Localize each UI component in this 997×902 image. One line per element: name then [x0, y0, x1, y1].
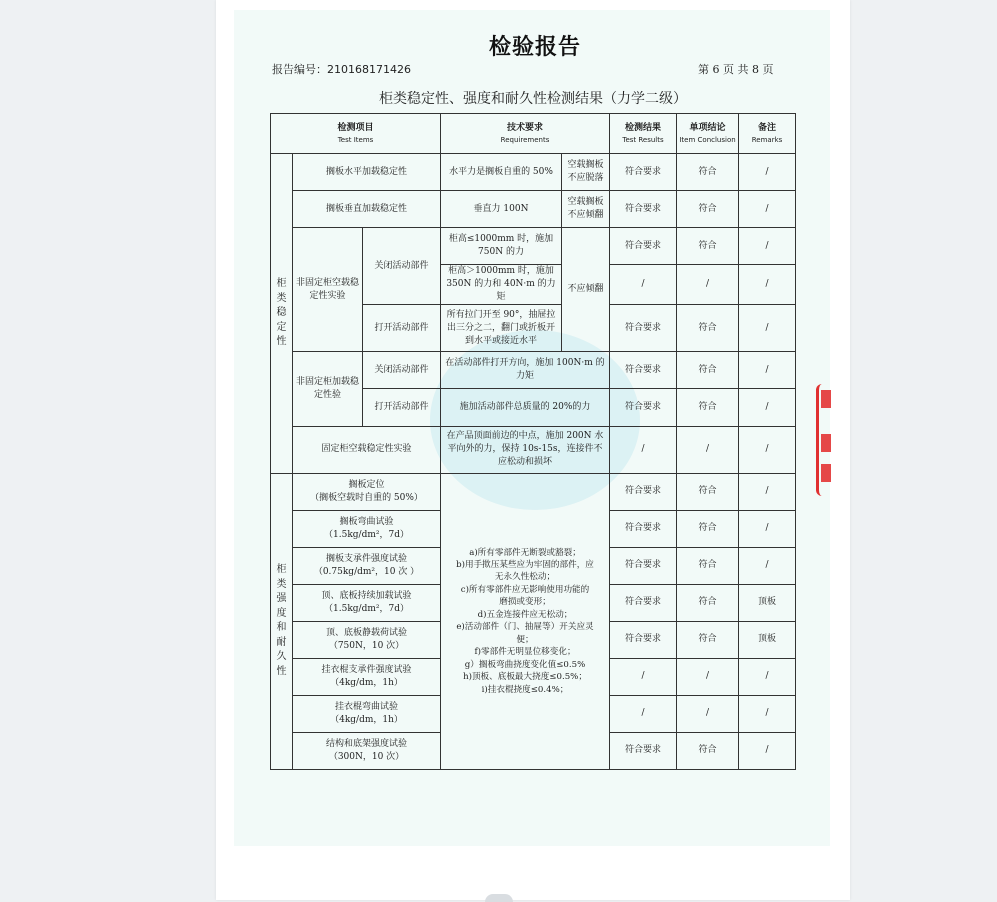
requirement-cell: 在产品顶面前边的中点，施加 200N 水平向外的力，保持 10s-15s，连接件不应松动和损坏: [441, 426, 610, 473]
subitem-cell: 关闭活动部件: [363, 352, 441, 389]
header-remarks: 备注 Remarks: [739, 114, 796, 154]
remark-cell: /: [739, 426, 796, 473]
result-cell: 符合要求: [610, 510, 677, 547]
report-number-label: 报告编号：: [272, 63, 327, 76]
item-cell: 结构和底架强度试验 （300N，10 次）: [293, 732, 441, 769]
remark-cell: /: [739, 547, 796, 584]
result-cell: 符合要求: [610, 389, 677, 426]
requirement-cell: 柜高＞1000mm 时，施加 350N 的力和 40N·m 的力矩: [441, 265, 562, 305]
item-cell: 搁板支承件强度试验 （0.75kg/dm²，10 次 ）: [293, 547, 441, 584]
remark-cell: /: [739, 389, 796, 426]
result-cell: 符合要求: [610, 473, 677, 510]
requirement-cell: 水平力是搁板自重的 50%: [441, 154, 562, 191]
report-title: 检验报告: [488, 35, 581, 60]
remark-cell: /: [739, 732, 796, 769]
result-cell: 符合要求: [610, 228, 677, 265]
item-cell: 搁板垂直加载稳定性: [293, 191, 441, 228]
header-requirements: 技术要求 Requirements: [441, 114, 610, 154]
remark-cell: /: [739, 473, 796, 510]
conclusion-cell: 符合: [677, 547, 739, 584]
page-number: 第 6 页 共 8 页: [698, 63, 774, 76]
table-header-row: [271, 114, 796, 154]
table-row: [271, 228, 796, 265]
requirement-cell: 施加活动部件总质量的 20%的力: [441, 389, 610, 426]
subitem-cell: 关闭活动部件: [363, 228, 441, 305]
conclusion-cell: /: [677, 695, 739, 732]
conclusion-cell: 符合: [677, 584, 739, 621]
results-table: [270, 113, 796, 770]
remark-cell: 顶板: [739, 621, 796, 658]
subitem-cell: 打开活动部件: [363, 389, 441, 426]
item-cell: 顶、底板静载荷试验 （750N，10 次）: [293, 621, 441, 658]
conclusion-cell: /: [677, 658, 739, 695]
requirement-cell-2: 空载搁板不应倾翻: [562, 191, 610, 228]
report-number: [272, 61, 411, 77]
table-row: [271, 473, 796, 510]
remark-cell: /: [739, 265, 796, 305]
requirement-cell-2: 空载搁板不应脱落: [562, 154, 610, 191]
header-test-items: 检测项目 Test Items: [271, 114, 441, 154]
result-cell: /: [610, 265, 677, 305]
red-stamp-edge: [816, 384, 833, 496]
result-cell: 符合要求: [610, 547, 677, 584]
remark-cell: /: [739, 305, 796, 352]
header-item-conclusion: 单项结论 Item Conclusion: [677, 114, 739, 154]
page-indicator: [485, 894, 513, 902]
report-number-value: 210168171426: [327, 63, 411, 76]
remark-cell: /: [739, 695, 796, 732]
item-cell: 固定柜空载稳定性实验: [293, 426, 441, 473]
result-cell: 符合要求: [610, 191, 677, 228]
header-test-results: 检测结果 Test Results: [610, 114, 677, 154]
group-label-stability: 柜 类 稳 定 性: [271, 154, 293, 474]
table-row: [271, 191, 796, 228]
requirement-cell: 垂直力 100N: [441, 191, 562, 228]
item-cell: 挂衣棍弯曲试验 （4kg/dm，1h）: [293, 695, 441, 732]
conclusion-cell: 符合: [677, 473, 739, 510]
table-row: [271, 426, 796, 473]
item-cell: 非固定柜加载稳定性验: [293, 352, 363, 426]
remark-cell: /: [739, 510, 796, 547]
item-cell: 搁板定位 （搁板空载时自重的 50%）: [293, 473, 441, 510]
conclusion-cell: 符合: [677, 389, 739, 426]
group-label-strength: 柜 类 强 度 和 耐 久 性: [271, 473, 293, 769]
result-cell: /: [610, 695, 677, 732]
conclusion-cell: /: [677, 265, 739, 305]
remark-cell: /: [739, 154, 796, 191]
remark-cell: 顶板: [739, 584, 796, 621]
conclusion-cell: 符合: [677, 305, 739, 352]
result-cell: /: [610, 658, 677, 695]
item-cell: 非固定柜空载稳定性实验: [293, 228, 363, 352]
result-cell: 符合要求: [610, 584, 677, 621]
result-cell: 符合要求: [610, 621, 677, 658]
conclusion-cell: /: [677, 426, 739, 473]
requirement-cell: 所有拉门开至 90°，抽屉拉出三分之二，翻门或折板开到水平或接近水平: [441, 305, 562, 352]
subitem-cell: 打开活动部件: [363, 305, 441, 352]
requirement-cell: 柜高≤1000mm 时，施加 750N 的力: [441, 228, 562, 265]
conclusion-cell: 符合: [677, 621, 739, 658]
result-cell: 符合要求: [610, 154, 677, 191]
result-cell: 符合要求: [610, 352, 677, 389]
requirement-cell: 在活动部件打开方向，施加 100N·m 的力矩: [441, 352, 610, 389]
conclusion-cell: 符合: [677, 228, 739, 265]
result-cell: /: [610, 426, 677, 473]
strength-requirements: a)所有零部件无断裂或豁裂； b)用手揿压某些应为牢固的部件，应 无永久性松动； c)所有零部件应无影响使用功能的 磨损或变形； d)五金连接件应无松动； e)活动部件（门、抽屉等）开关应灵 便； f)零部件无明显位移变化； g）搁板弯曲挠度变化值≤0.5% h)顶板、底板最大挠度≤0.5%； i)挂衣棍挠度≤0.4%；: [441, 473, 610, 769]
conclusion-cell: 符合: [677, 732, 739, 769]
item-cell: 挂衣棍支承件强度试验 （4kg/dm，1h）: [293, 658, 441, 695]
item-cell: 顶、底板持续加载试验 （1.5kg/dm²，7d）: [293, 584, 441, 621]
table-title: 柜类稳定性、强度和耐久性检测结果（力学二级）: [379, 91, 687, 107]
conclusion-cell: 符合: [677, 191, 739, 228]
item-cell: 搁板弯曲试验 （1.5kg/dm²，7d）: [293, 510, 441, 547]
conclusion-cell: 符合: [677, 154, 739, 191]
table-row: [271, 154, 796, 191]
remark-cell: /: [739, 352, 796, 389]
remark-cell: /: [739, 228, 796, 265]
conclusion-cell: 符合: [677, 510, 739, 547]
item-cell: 搁板水平加载稳定性: [293, 154, 441, 191]
result-cell: 符合要求: [610, 305, 677, 352]
table-row: [271, 352, 796, 389]
conclusion-cell: 符合: [677, 352, 739, 389]
result-cell: 符合要求: [610, 732, 677, 769]
remark-cell: /: [739, 658, 796, 695]
requirement-cell-2: 不应倾翻: [562, 228, 610, 352]
remark-cell: /: [739, 191, 796, 228]
